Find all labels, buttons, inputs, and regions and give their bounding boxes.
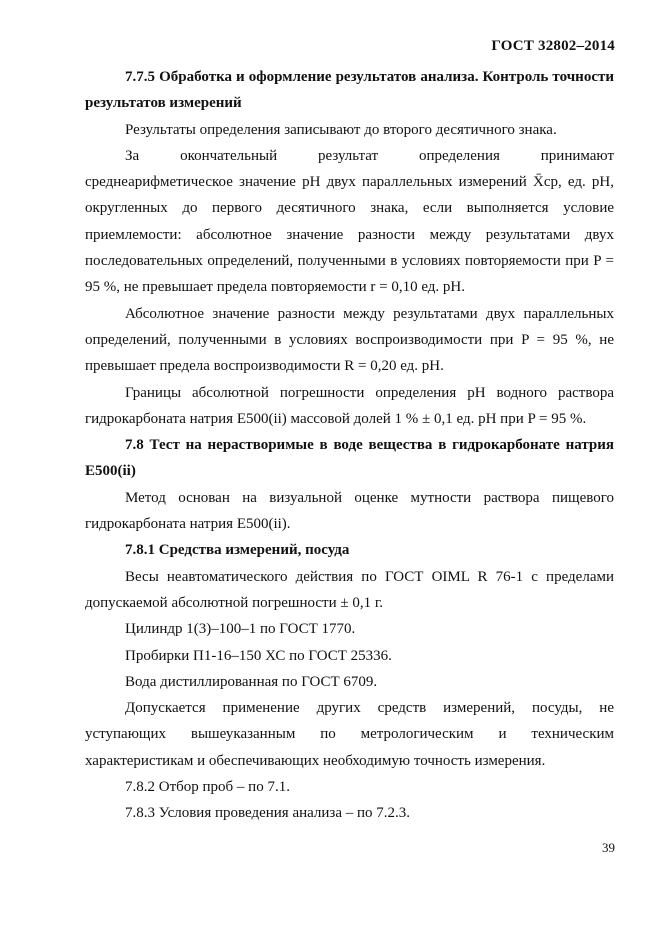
paragraph-distilled-water: Вода дистиллированная по ГОСТ 6709. [125, 673, 378, 690]
document-body [85, 64, 614, 827]
document-code-header: ГОСТ 32802–2014 [491, 38, 615, 54]
paragraph-alternatives: Допускается применение других средств измерений, посуды, не уступающих вышеуказанным по метрологическим и техническим характеристикам и обеспечивающих необходимую точность измерения. [85, 700, 614, 769]
page-number: 39 [602, 840, 615, 855]
section-heading-7-8-1: 7.8.1 Средства измерений, посуда [125, 542, 350, 559]
paragraph-analysis-conditions: 7.8.3 Условия проведения анализа – по 7.2.3. [125, 805, 411, 822]
paragraph-method-basis: Метод основан на визуальной оценке мутности раствора пищевого гидрокарбоната натрия Е500(ii). [85, 489, 614, 533]
paragraph-results-precision: Результаты определения записывают до второго десятичного знака. [125, 121, 557, 138]
paragraph-reproducibility: Абсолютное значение разности между результатами двух параллельных определений, полученными в условиях воспроизводимости при P = 95 %, не превышает предела воспроизводимости R = 0,20 ед. pH. [85, 305, 614, 375]
paragraph-cylinder: Цилиндр 1(3)–100–1 по ГОСТ 1770. [125, 621, 356, 638]
section-heading-7-8: 7.8 Тест на нерастворимые в воде вещества в гидрокарбонате натрия Е500(ii) [85, 437, 614, 480]
paragraph-scales: Весы неавтоматического действия по ГОСТ OIML R 76-1 с пределами допускаемой абсолютной погрешности ± 0,1 г. [85, 568, 614, 611]
paragraph-sampling: 7.8.2 Отбор проб – по 7.1. [125, 779, 290, 796]
section-heading-7-7-5: 7.7.5 Обработка и оформление результатов анализа. Контроль точности результатов измерений [85, 69, 614, 112]
paragraph-final-result: За окончательный результат определения принимают среднеарифметическое значение pH двух параллельных измерений X̄ср, ед. pH, округленных до первого десятичного знака, если выполняется условие приемлемости: абсолютное значение разности между результатами двух последовательных определений, полученными в условиях повторяемости при P = 95 %, не превышает предела повторяемости r = 0,10 ед. pH. [85, 147, 614, 296]
paragraph-test-tubes: Пробирки П1-16–150 ХС по ГОСТ 25336. [125, 647, 392, 664]
paragraph-error-bounds: Границы абсолютной погрешности определения pH водного раствора гидрокарбоната натрия Е500(ii) массовой долей 1 % ± 0,1 ед. pH при P = 95 %. [85, 384, 614, 427]
